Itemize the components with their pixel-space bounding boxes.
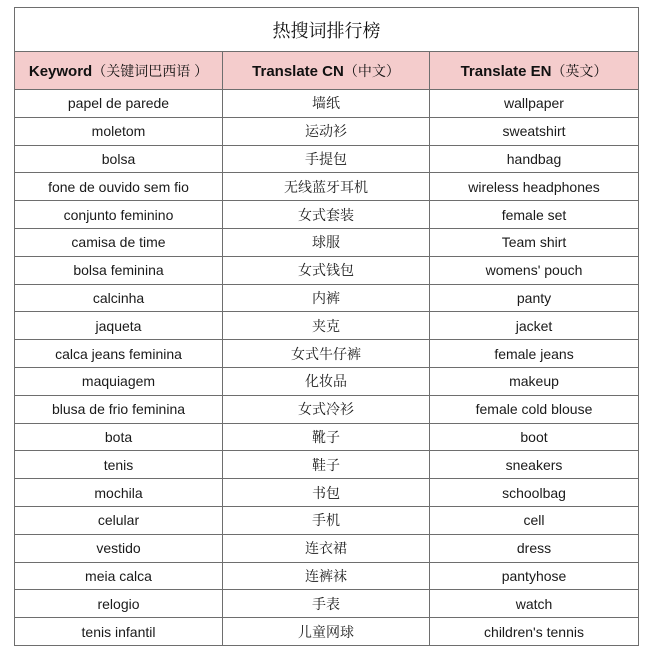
table-row: [15, 534, 639, 562]
table-row: [15, 423, 639, 451]
cell-keyword: calcinha: [15, 284, 223, 312]
cell-cn: 化妆品: [223, 367, 430, 395]
column-header-translate-cn: [223, 52, 430, 90]
cell-en: panty: [430, 284, 639, 312]
cell-cn: 内裤: [223, 284, 430, 312]
table-row: [15, 90, 639, 118]
cell-en: children's tennis: [430, 618, 639, 646]
cell-cn: 儿童网球: [223, 618, 430, 646]
table-row: [15, 562, 639, 590]
cell-keyword: blusa de frio feminina: [15, 395, 223, 423]
cell-keyword: celular: [15, 506, 223, 534]
cell-keyword: bota: [15, 423, 223, 451]
cell-en: handbag: [430, 145, 639, 173]
column-header-keyword-cn: （关键词巴西语 ）: [92, 62, 209, 79]
table-row: [15, 117, 639, 145]
cell-keyword: jaqueta: [15, 312, 223, 340]
table-row: [15, 506, 639, 534]
column-header-translate-cn-cn: （中文）: [343, 62, 400, 79]
column-header-translate-en-en: Translate EN: [460, 62, 552, 80]
cell-keyword: tenis infantil: [15, 618, 223, 646]
cell-en: womens' pouch: [430, 256, 639, 284]
cell-keyword: relogio: [15, 590, 223, 618]
cell-keyword: maquiagem: [15, 367, 223, 395]
cell-keyword: fone de ouvido sem fio: [15, 173, 223, 201]
cell-en: schoolbag: [430, 479, 639, 507]
cell-cn: 手机: [223, 506, 430, 534]
cell-en: boot: [430, 423, 639, 451]
table-row: [15, 228, 639, 256]
cell-cn: 手表: [223, 590, 430, 618]
table-row: [15, 590, 639, 618]
cell-cn: 女式冷衫: [223, 395, 430, 423]
cell-keyword: conjunto feminino: [15, 201, 223, 229]
cell-cn: 书包: [223, 479, 430, 507]
column-header-translate-cn-en: Translate CN: [252, 62, 344, 80]
cell-en: female cold blouse: [430, 395, 639, 423]
column-header-translate-en-cn: （英文）: [551, 62, 608, 79]
table-row: [15, 312, 639, 340]
cell-cn: 连衣裙: [223, 534, 430, 562]
cell-en: watch: [430, 590, 639, 618]
cell-keyword: papel de parede: [15, 90, 223, 118]
hot-search-keyword-table: [14, 7, 639, 646]
table-row: [15, 284, 639, 312]
table-row: [15, 173, 639, 201]
cell-keyword: tenis: [15, 451, 223, 479]
cell-cn: 无线蓝牙耳机: [223, 173, 430, 201]
cell-en: sneakers: [430, 451, 639, 479]
cell-cn: 墙纸: [223, 90, 430, 118]
table-row: [15, 367, 639, 395]
table-row: [15, 201, 639, 229]
cell-cn: 连裤袜: [223, 562, 430, 590]
cell-en: female jeans: [430, 340, 639, 368]
table-title: 热搜词排行榜: [15, 8, 639, 52]
cell-cn: 夹克: [223, 312, 430, 340]
table-row: [15, 145, 639, 173]
table-row: [15, 479, 639, 507]
table-row: [15, 256, 639, 284]
cell-en: sweatshirt: [430, 117, 639, 145]
column-header-row: [15, 52, 639, 90]
cell-en: female set: [430, 201, 639, 229]
table-row: [15, 395, 639, 423]
cell-en: wallpaper: [430, 90, 639, 118]
column-header-keyword-en: Keyword: [28, 62, 93, 80]
cell-cn: 女式牛仔裤: [223, 340, 430, 368]
cell-en: pantyhose: [430, 562, 639, 590]
table-row: [15, 451, 639, 479]
cell-en: dress: [430, 534, 639, 562]
cell-en: cell: [430, 506, 639, 534]
cell-keyword: bolsa feminina: [15, 256, 223, 284]
column-header-keyword: [15, 52, 223, 90]
cell-en: jacket: [430, 312, 639, 340]
table-row: [15, 340, 639, 368]
table-row: [15, 618, 639, 646]
column-header-translate-en: [430, 52, 639, 90]
cell-en: makeup: [430, 367, 639, 395]
cell-keyword: meia calca: [15, 562, 223, 590]
cell-cn: 女式钱包: [223, 256, 430, 284]
cell-keyword: camisa de time: [15, 228, 223, 256]
cell-en: Team shirt: [430, 228, 639, 256]
cell-cn: 手提包: [223, 145, 430, 173]
cell-cn: 靴子: [223, 423, 430, 451]
cell-cn: 运动衫: [223, 117, 430, 145]
cell-cn: 鞋子: [223, 451, 430, 479]
cell-cn: 球服: [223, 228, 430, 256]
table-title-row: [15, 8, 639, 52]
cell-en: wireless headphones: [430, 173, 639, 201]
cell-keyword: mochila: [15, 479, 223, 507]
cell-keyword: vestido: [15, 534, 223, 562]
cell-keyword: bolsa: [15, 145, 223, 173]
cell-cn: 女式套装: [223, 201, 430, 229]
cell-keyword: moletom: [15, 117, 223, 145]
cell-keyword: calca jeans feminina: [15, 340, 223, 368]
